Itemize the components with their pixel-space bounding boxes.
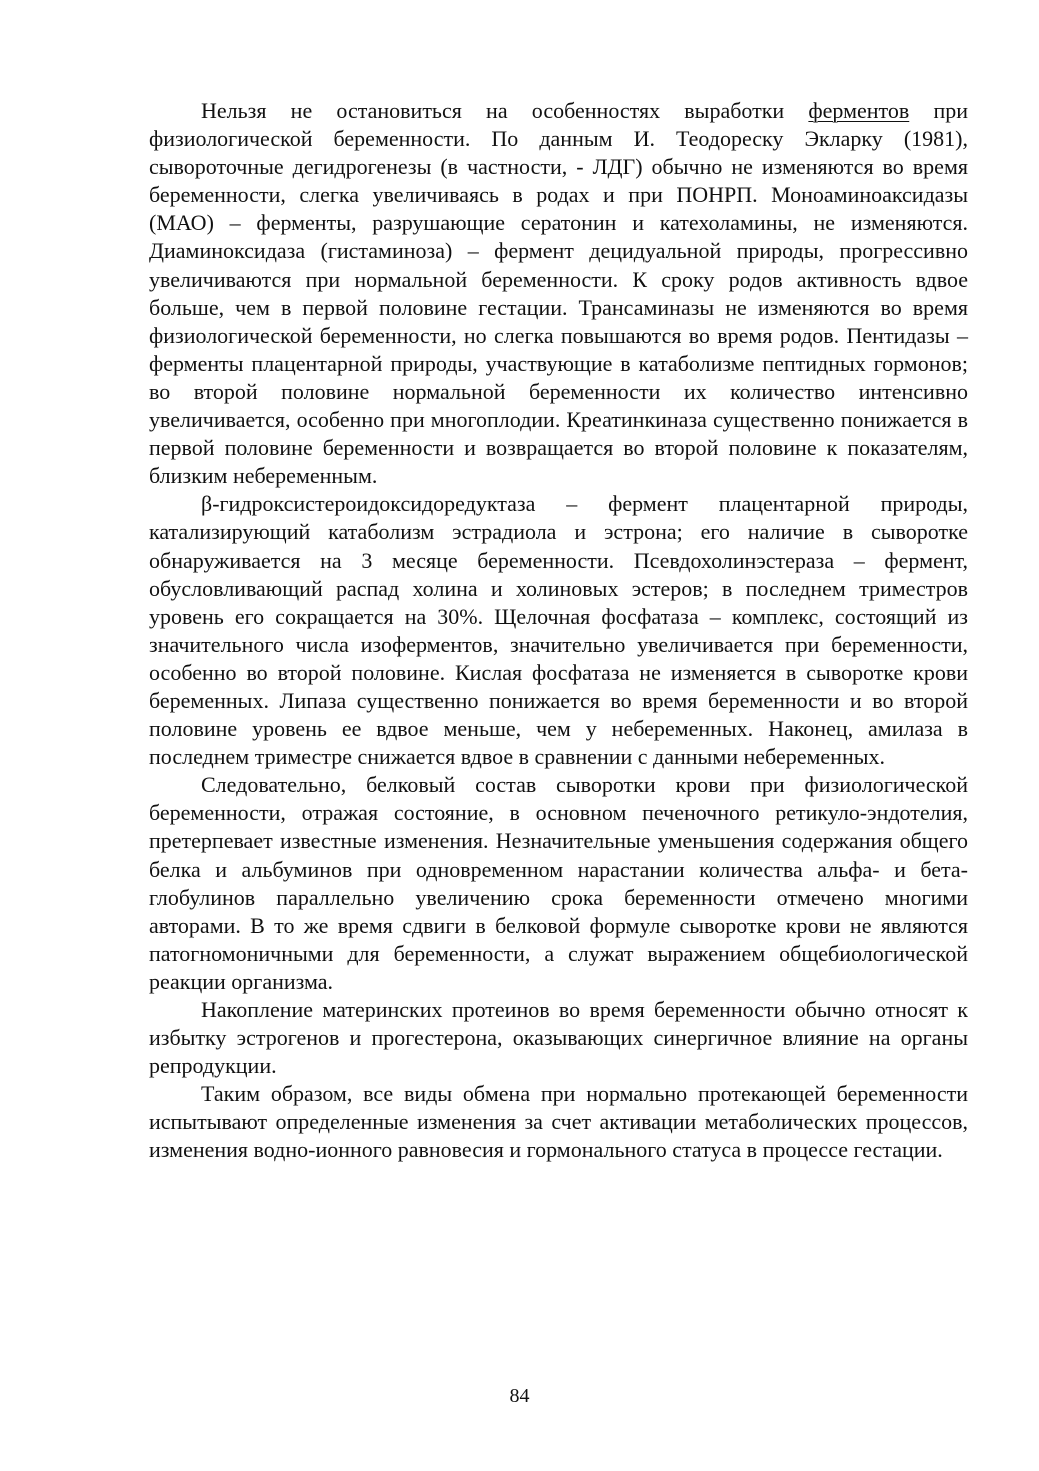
paragraph-beta-hydroxysteroid: β-гидроксистероидоксидоредуктаза – фермент плацентарной природы, катализирующий катаболизм эстрадиола и эстрона; его наличие в сыворотке обнаруживается на 3 месяце беременности. Псевдохолинэстераза – фермент, обусловливающий распад холина и холиновых эстеров; в последнем триместров уровень его сокращается на 30%. Щелочная фосфатаза – комплекс, состоящий из значительного числа изоферментов, значительно увеличивается при беременности, особенно во второй половине. Кислая фосфатаза не изменяется в сыворотке крови беременных. Липаза существенно понижается во время беременности и во второй половине уровень ее вдвое меньше, чем у небеременных. Наконец, амилаза в последнем триместре снижается вдвое в сравнении с данными небеременных.: [149, 491, 968, 770]
paragraph-enzymes-rest: при физиологической беременности. По данным И. Теодореску Экларку (1981), сывороточные дегидрогенезы (в частности, - ЛДГ) обычно не изменяются во время беременности, слегка увеличиваясь в родах и при ПОНРП. Моноаминоаксидазы (МАО) – ферменты, разрушающие сератонин и катехоламины, не изменяются. Диаминоксидаза (гистаминоза) – фермент децидуальной природы, прогрессивно увеличиваются при нормальной беременности. К сроку родов активность вдвое больше, чем в первой половине гестации. Трансаминазы не изменяются во время физиологической беременности, но слегка повышаются во время родов. Пентидазы – ферменты плацентарной природы, участвующие в катаболизме пептидных гормонов; во второй половине нормальной беременности их количество интенсивно увеличивается, особенно при многоплодии. Креатинкиназа существенно понижается в первой половине беременности и возвращается во второй половине к показателям, близким небеременным.: [149, 98, 968, 489]
page-number: 84: [509, 1385, 530, 1407]
paragraph-enzymes: [149, 97, 968, 490]
paragraph-enzymes-intro: Нельзя не остановиться на особенностях выработки: [201, 98, 809, 123]
paragraph-conclusion: Таким образом, все виды обмена при нормально протекающей беременности испытывают определенные изменения за счет активации метаболических процессов, изменения водно-ионного равновесия и гормонального статуса в процессе гестации.: [149, 1081, 968, 1163]
link-enzymes[interactable]: ферментов: [808, 98, 910, 123]
paragraph-protein-composition: Следовательно, белковый состав сыворотки крови при физиологической беременности, отражая состояние, в основном печеночного ретикуло-эндотелия, претерпевает известные изменения. Незначительные уменьшения содержания общего белка и альбуминов при одновременном нарастании количества альфа- и бета-глобулинов параллельно увеличению срока беременности отмечено многими авторами. В то же время сдвиги в белковой формуле сыворотке крови не являются патогномоничными для беременности, а служат выражением общебиологической реакции организма.: [149, 772, 968, 994]
paragraph-maternal-proteins: Накопление материнских протеинов во время беременности обычно относят к избытку эстрогенов и прогестерона, оказывающих синергичное влияние на органы репродукции.: [149, 997, 968, 1079]
document-body: [149, 97, 968, 1165]
